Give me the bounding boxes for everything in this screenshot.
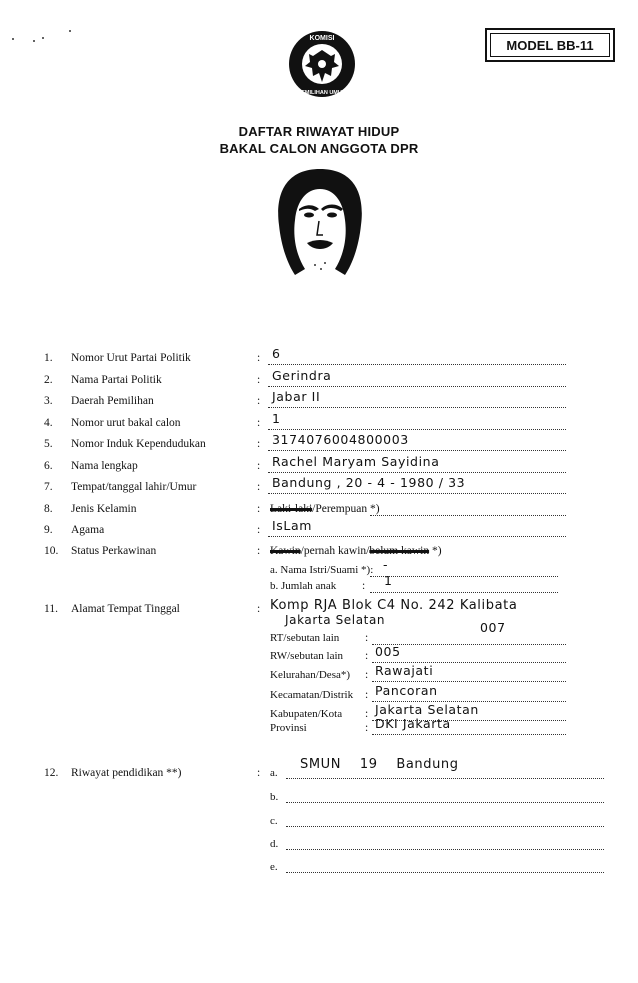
field-line [268, 364, 566, 365]
address-sublabel: RT/sebutan lain [270, 632, 340, 644]
address-value: Pancoran [375, 683, 438, 698]
field-label: Nama Partai Politik [71, 374, 162, 386]
colon: : [257, 524, 261, 536]
spouse-line [370, 576, 558, 577]
colon: : [257, 603, 261, 615]
option-text: /pernah kawin/ [300, 545, 370, 557]
education-letter: a. [270, 767, 278, 779]
struck-option: Kawin [270, 545, 301, 557]
field-label: Status Perkawinan [71, 545, 157, 557]
field-line [268, 493, 566, 494]
field-label: Alamat Tempat Tinggal [71, 603, 180, 615]
field-value: Rachel Maryam Sayidina [272, 454, 440, 469]
option-text: /Perempuan *) [312, 503, 380, 515]
address-line [372, 681, 566, 682]
field-number: 9. [44, 524, 53, 536]
education-line [286, 778, 604, 779]
education-value: SMUN 19 Bandung [300, 757, 459, 772]
colon: : [365, 708, 369, 720]
field-line [268, 472, 566, 473]
colon: : [365, 650, 369, 662]
field-line [268, 407, 566, 408]
address-sublabel: Kecamatan/Distrik [270, 689, 354, 701]
scan-speck [42, 37, 44, 39]
field-line [268, 429, 566, 430]
address-sublabel: RW/sebutan lain [270, 650, 344, 662]
field-line [268, 450, 566, 451]
address-value: Rawajati [375, 663, 434, 678]
colon: : [362, 580, 366, 592]
address-line2: Jakarta Selatan [285, 613, 386, 627]
field-value: Bandung , 20 - 4 - 1980 / 33 [272, 475, 466, 490]
address-value: 007 [480, 620, 506, 635]
field-value: Gerindra [272, 368, 332, 383]
children-line [370, 592, 558, 593]
address-line [372, 734, 566, 735]
field-number: 11. [44, 603, 58, 615]
education-letter: d. [270, 838, 279, 850]
spouse-label: a. Nama Istri/Suami *): [270, 564, 374, 576]
children-label: b. Jumlah anak [270, 580, 337, 592]
field-value: IsLam [272, 518, 312, 533]
field-label: Nama lengkap [71, 460, 138, 472]
address-line [372, 644, 566, 645]
education-letter: e. [270, 861, 278, 873]
field-number: 10. [44, 545, 59, 557]
field-label: Jenis Kelamin [71, 503, 137, 515]
field-number: 12. [44, 767, 59, 779]
kpu-logo [287, 26, 357, 102]
address-value: DKI Jakarta [375, 716, 451, 731]
field-number: 3. [44, 395, 53, 407]
field-value: 1 [272, 411, 281, 426]
colon: : [257, 545, 261, 557]
education-letter: b. [270, 791, 279, 803]
colon: : [257, 374, 261, 386]
struck-option: belum kawin [369, 545, 430, 557]
scan-speck [12, 38, 14, 40]
field-value [270, 545, 442, 557]
colon: : [257, 417, 261, 429]
field-label: Nomor urut bakal calon [71, 417, 181, 429]
field-label: Tempat/tanggal lahir/Umur [71, 481, 197, 493]
field-line [370, 515, 566, 516]
field-label: Agama [71, 524, 105, 536]
logo-top-text: KOMISI [309, 35, 335, 42]
scan-speck [33, 40, 35, 42]
education-letter: c. [270, 815, 278, 827]
field-number: 5. [44, 438, 53, 450]
colon: : [365, 669, 369, 681]
address-sublabel: Kabupaten/Kota [270, 708, 343, 720]
field-label: Nomor Urut Partai Politik [71, 352, 191, 364]
colon: : [257, 767, 261, 779]
education-line [286, 826, 604, 827]
colon: : [257, 352, 261, 364]
address-value: Jakarta Selatan [375, 702, 479, 717]
colon: : [257, 438, 261, 450]
form-subtitle: BAKAL CALON ANGGOTA DPR [219, 141, 419, 156]
education-line [286, 802, 604, 803]
colon: : [365, 722, 369, 734]
address-sublabel: Provinsi [270, 722, 307, 734]
address-sublabel: Kelurahan/Desa*) [270, 669, 351, 681]
option-text: *) [429, 545, 442, 557]
field-number: 4. [44, 417, 53, 429]
field-value: Jabar II [272, 389, 321, 404]
address-line1: Komp RJA Blok C4 No. 242 Kalibata [270, 598, 518, 613]
field-label: Daerah Pemilihan [71, 395, 154, 407]
field-line [268, 386, 566, 387]
address-value: 005 [375, 644, 401, 659]
field-number: 7. [44, 481, 53, 493]
candidate-photo [265, 165, 375, 280]
colon: : [365, 632, 369, 644]
education-line [286, 849, 604, 850]
colon: : [257, 481, 261, 493]
model-code: MODEL BB-11 [490, 33, 610, 57]
scan-speck [69, 30, 71, 32]
struck-option: Laki-laki [270, 503, 313, 515]
children-value: 1 [384, 573, 393, 588]
colon: : [257, 503, 261, 515]
colon: : [257, 395, 261, 407]
field-value: 3174076004800003 [272, 432, 409, 447]
education-line [286, 872, 604, 873]
field-value: 6 [272, 346, 281, 361]
field-line [268, 536, 566, 537]
field-number: 2. [44, 374, 53, 386]
field-label: Riwayat pendidikan **) [71, 767, 182, 779]
colon: : [257, 460, 261, 472]
model-code-box [485, 28, 615, 62]
logo-bottom-text: PEMILIHAN UMUM [297, 90, 347, 96]
field-label: Nomor Induk Kependudukan [71, 438, 206, 450]
field-number: 1. [44, 352, 53, 364]
field-number: 6. [44, 460, 53, 472]
field-value [270, 503, 380, 515]
form-title: DAFTAR RIWAYAT HIDUP [238, 124, 400, 139]
colon: : [365, 689, 369, 701]
field-number: 8. [44, 503, 53, 515]
spouse-value: - [383, 557, 389, 572]
